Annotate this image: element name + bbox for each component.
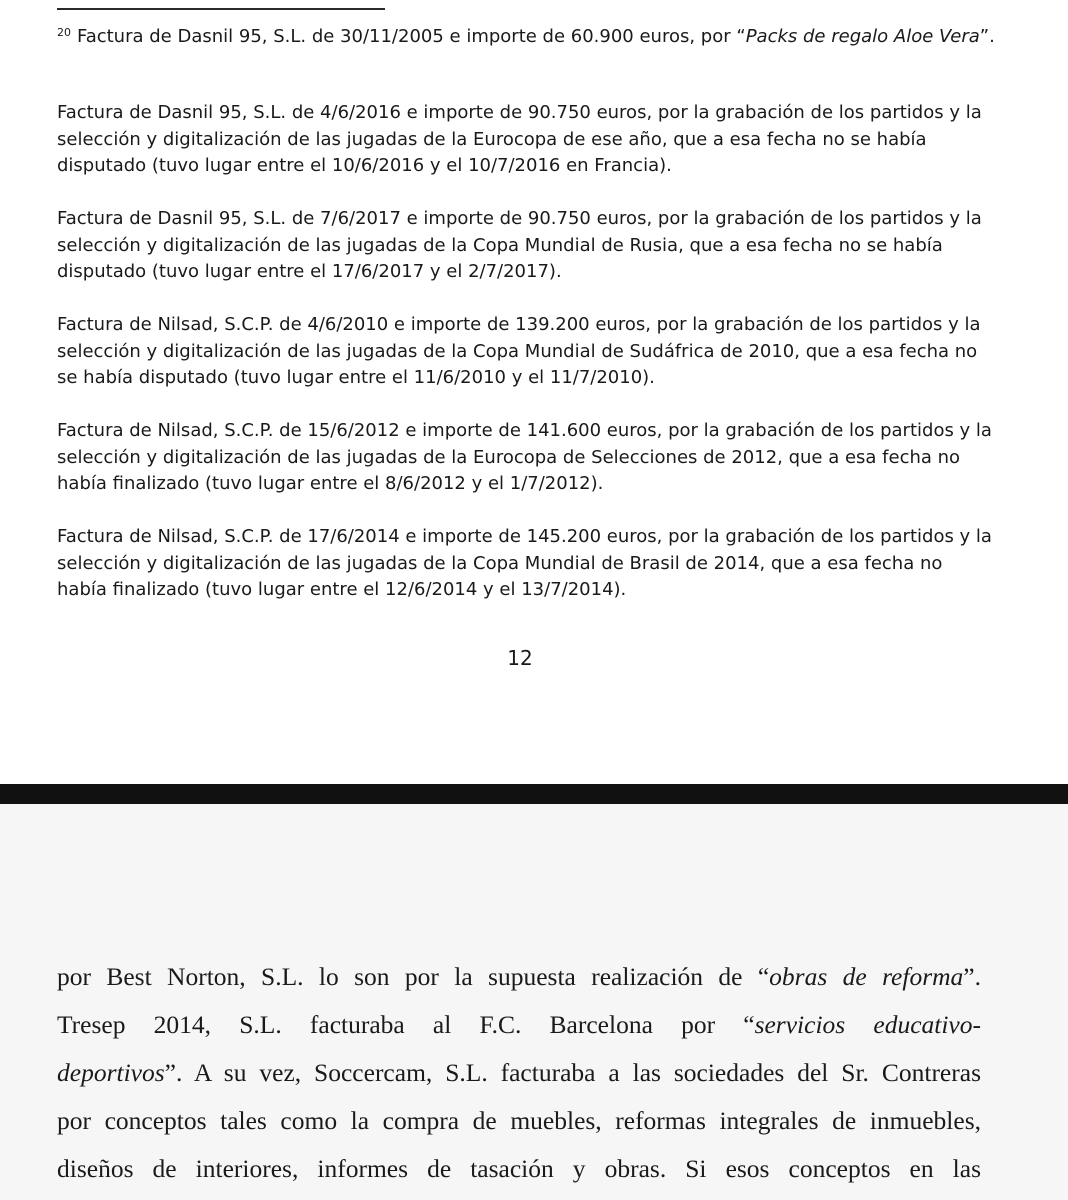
lower-document-page bbox=[0, 804, 1068, 1200]
body-line-3 bbox=[57, 1058, 981, 1088]
footnote-separator-rule bbox=[57, 8, 385, 10]
footnote-number: 20 bbox=[57, 26, 71, 39]
body-italic-text: obras de reforma bbox=[769, 962, 964, 991]
invoice-paragraph: Factura de Dasnil 95, S.L. de 7/6/2017 e importe de 90.750 euros, por la grabación de los partidos y la selección y digitalización de las jugadas de la Copa Mundial de Rusia, que a esa fecha no se había disputado (tuvo lugar entre el 17/6/2017 y el 2/7/2017). bbox=[57, 208, 982, 282]
body-line-2 bbox=[57, 1010, 981, 1040]
body-text: por Best Norton, S.L. lo son por la supuesta realización de “ bbox=[57, 962, 770, 991]
footnote-text-before: Factura de Dasnil 95, S.L. de 30/11/2005 e importe de 60.900 euros, por “ bbox=[77, 26, 746, 47]
body-italic-text: deportivos bbox=[57, 1058, 165, 1087]
body-text: Tresep 2014, S.L. facturaba al F.C. Barcelona por “ bbox=[57, 1010, 755, 1039]
body-italic-text: servicios educativo- bbox=[754, 1010, 981, 1039]
footnote-20 bbox=[57, 20, 997, 51]
invoice-paragraph: Factura de Nilsad, S.C.P. de 17/6/2014 e importe de 145.200 euros, por la grabación de los partidos y la selección y digitalización de las jugadas de la Copa Mundial de Brasil de 2014, que a esa fecha no había finalizado (tuvo lugar entre el 12/6/2014 y el 13/7/2014). bbox=[57, 526, 992, 600]
invoice-paragraph: Factura de Dasnil 95, S.L. de 4/6/2016 e importe de 90.750 euros, por la grabación de los partidos y la selección y digitalización de las jugadas de la Eurocopa de ese año, que a esa fecha no se había disputado (tuvo lugar entre el 10/6/2016 y el 10/7/2016 en Francia). bbox=[57, 102, 982, 176]
footnote-text-after: ”. bbox=[979, 26, 995, 47]
body-line-4: por conceptos tales como la compra de muebles, reformas integrales de inmuebles, bbox=[57, 1106, 981, 1135]
body-line-1 bbox=[57, 962, 981, 992]
body-text: ”. bbox=[963, 962, 981, 991]
footnote-italic-text: Packs de regalo Aloe Vera bbox=[745, 26, 980, 47]
body-text: ”. A su vez, Soccercam, S.L. facturaba a las sociedades del Sr. Contreras bbox=[164, 1058, 981, 1087]
page-divider-bar bbox=[0, 784, 1068, 804]
invoice-paragraph: Factura de Nilsad, S.C.P. de 4/6/2010 e importe de 139.200 euros, por la grabación de los partidos y la selección y digitalización de las jugadas de la Copa Mundial de Sudáfrica de 2010, que a esa fecha no se había disputado (tuvo lugar entre el 11/6/2010 y el 11/7/2010). bbox=[57, 314, 981, 388]
invoice-paragraph: Factura de Nilsad, S.C.P. de 15/6/2012 e importe de 141.600 euros, por la grabación de los partidos y la selección y digitalización de las jugadas de la Eurocopa de Selecciones de 2012, que a esa fecha no había finalizado (tuvo lugar entre el 8/6/2012 y el 1/7/2012). bbox=[57, 420, 992, 494]
body-line-5: diseños de interiores, informes de tasación y obras. Si esos conceptos en las bbox=[57, 1154, 981, 1183]
page-number: 12 bbox=[507, 646, 533, 670]
